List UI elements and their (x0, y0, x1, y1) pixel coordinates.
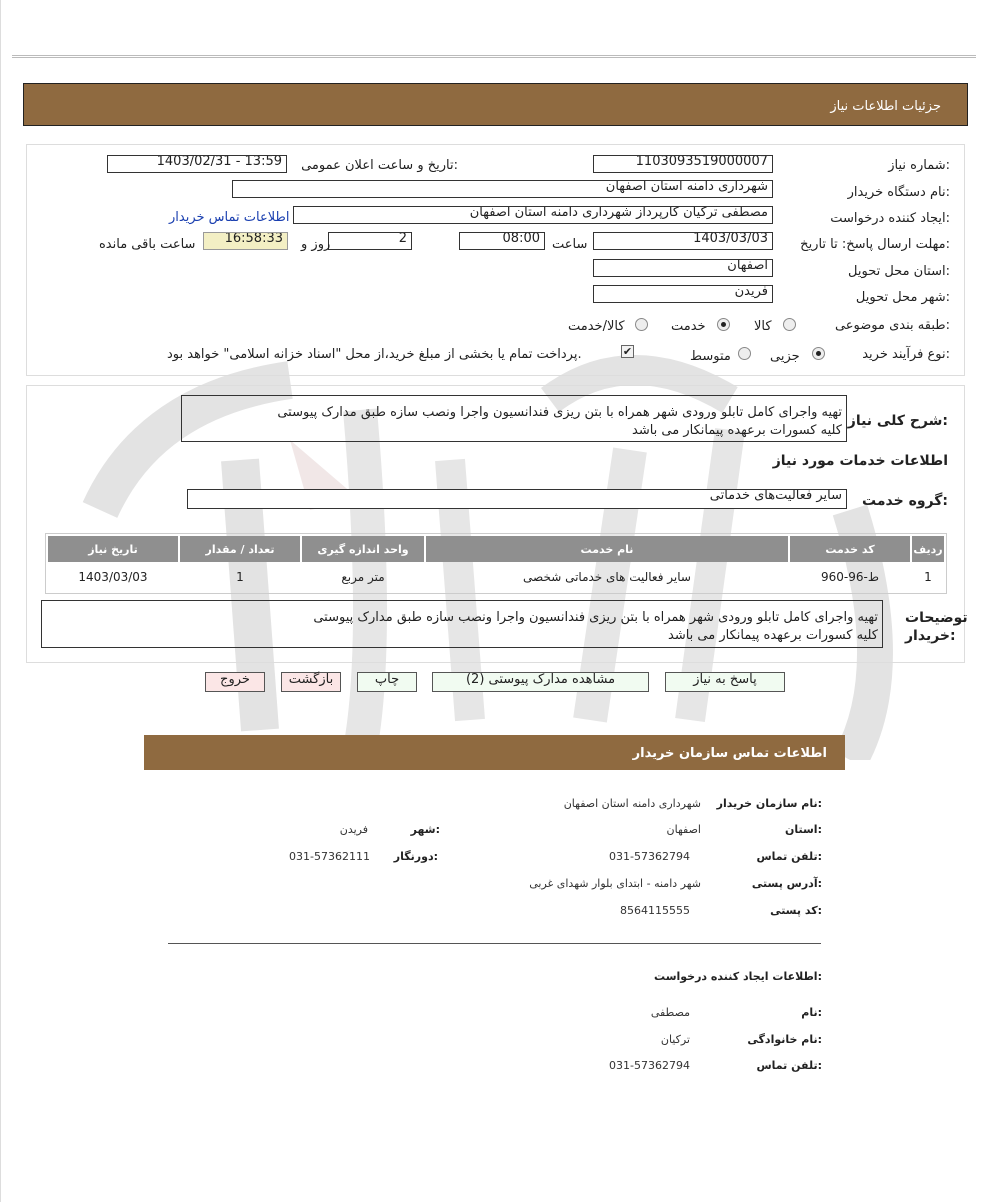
contact-title: اطلاعات تماس سازمان خریدار (632, 746, 827, 761)
page-header (23, 83, 968, 126)
remaining-time-field: 16:58:33 (203, 232, 288, 250)
treasury-checkbox[interactable]: ✔ (622, 345, 633, 358)
cell-need-date: 1403/03/03 (78, 570, 148, 584)
category-service-label: خدمت (671, 319, 706, 334)
contact-address-value: شهر دامنه - ابتدای بلوار شهدای غربی (529, 877, 701, 890)
col-unit: واحد اندازه گیری (302, 536, 424, 562)
creator-family-label: نام خانوادگی: (747, 1033, 822, 1046)
creator-phone-value: 031-57362794 (609, 1059, 690, 1072)
province-label: استان محل تحویل: (848, 264, 950, 279)
city-label: شهر محل تحویل: (855, 290, 950, 305)
category-service-radio[interactable] (717, 318, 730, 331)
contact-divider (168, 943, 821, 944)
contact-fax-label: دورنگار: (393, 850, 438, 863)
creator-label: ایجاد کننده درخواست: (830, 211, 950, 226)
description-line-1: تهیه واجرای کامل تابلو ورودی شهر همراه با بتن ریزی فندانسیون واجرا ونصب سازه طبق مدارک پیوستی (277, 405, 842, 420)
process-minor-label: جزیی (770, 349, 800, 364)
creator-name-label: نام: (801, 1006, 822, 1019)
buyer-org-label: نام دستگاه خریدار: (847, 185, 950, 200)
contact-org-label: نام سازمان خریدار: (716, 797, 822, 810)
process-label: نوع فرآیند خرید: (862, 347, 950, 362)
table-row (48, 564, 944, 590)
services-table-frame (45, 533, 947, 594)
cell-service-code: ط-96-960 (821, 570, 879, 584)
services-table (46, 534, 946, 592)
col-service-name: نام خدمت (426, 536, 788, 562)
city-field: فریدن (593, 285, 773, 303)
process-medium-label: متوسط (690, 349, 731, 364)
services-section-title: اطلاعات خدمات مورد نیاز (772, 453, 948, 469)
days-field: 2 (328, 232, 412, 250)
process-minor-radio[interactable] (812, 347, 825, 360)
page-title: جزئیات اطلاعات نیاز (830, 99, 941, 114)
province-field: اصفهان (593, 259, 773, 277)
service-group-label: گروه خدمت: (862, 493, 948, 509)
back-button[interactable]: بازگشت (281, 672, 341, 692)
deadline-date-field: 1403/03/03 (593, 232, 773, 250)
contact-province-value: اصفهان (666, 823, 701, 836)
buyer-notes-box (41, 600, 883, 648)
process-medium-radio[interactable] (738, 347, 751, 360)
description-label: شرح کلی نیاز: (847, 413, 948, 429)
print-button[interactable]: چاپ (357, 672, 417, 692)
top-divider (12, 55, 976, 58)
announce-field: 1403/02/31 - 13:59 (107, 155, 287, 173)
attachments-button[interactable]: مشاهده مدارک پیوستی (2) (432, 672, 649, 692)
need-info-panel (26, 144, 965, 376)
buyer-notes-line-2: کلیه کسورات برعهده پیمانکار می باشد (668, 628, 878, 643)
need-number-field: 1103093519000007 (593, 155, 773, 173)
contact-city-value: فریدن (339, 823, 368, 836)
col-need-date: تاریخ نیاز (48, 536, 178, 562)
contact-address-label: آدرس پستی: (751, 877, 822, 890)
need-number-label: شماره نیاز: (888, 158, 950, 173)
contact-org-value: شهرداری دامنه استان اصفهان (563, 797, 701, 810)
buyer-notes-label: توضیحات خریدار: (905, 610, 968, 644)
cell-row-number: 1 (924, 570, 932, 584)
category-both-label: کالا/خدمت (568, 319, 625, 334)
deadline-label: مهلت ارسال پاسخ: تا تاریخ: (800, 237, 950, 252)
time-label: ساعت (552, 237, 588, 252)
contact-province-label: استان: (784, 823, 822, 836)
reply-button[interactable]: پاسخ به نیاز (665, 672, 785, 692)
creator-family-value: ترکیان (660, 1033, 690, 1046)
left-border (0, 0, 1, 1202)
service-group-field: سایر فعالیت‌های خدماتی (187, 489, 847, 509)
contact-postal-value: 8564115555 (620, 904, 690, 917)
category-both-radio[interactable] (635, 318, 648, 331)
category-goods-label: کالا (754, 319, 772, 334)
category-label: طبقه بندی موضوعی: (834, 318, 950, 333)
creator-phone-label: تلفن تماس: (756, 1059, 822, 1072)
cell-service-name: سایر فعالیت های خدماتی شخصی (523, 570, 691, 584)
buyer-org-field: شهرداری دامنه استان اصفهان (232, 180, 773, 198)
buyer-contact-link[interactable]: اطلاعات تماس خریدار (169, 210, 290, 225)
col-row-number: ردیف (912, 536, 944, 562)
col-quantity: تعداد / مقدار (180, 536, 300, 562)
cell-unit: متر مربع (341, 570, 385, 584)
cell-quantity: 1 (236, 570, 244, 584)
buyer-notes-line-1: تهیه واجرای کامل تابلو ورودی شهر همراه با بتن ریزی فندانسیون واجرا ونصب سازه طبق مدارک پیوستی (313, 610, 878, 625)
contact-header (144, 735, 845, 770)
category-goods-radio[interactable] (783, 318, 796, 331)
description-line-2: کلیه کسورات برعهده پیمانکار می باشد (632, 423, 842, 438)
exit-button[interactable]: خروج (205, 672, 265, 692)
days-label: روز و (301, 237, 331, 252)
contact-postal-label: کد پستی: (770, 904, 822, 917)
services-table-header (48, 536, 944, 562)
description-box (181, 395, 847, 442)
contact-fax-value: 031-57362111 (289, 850, 370, 863)
remaining-label: ساعت باقی مانده (99, 237, 196, 252)
contact-city-label: شهر: (410, 823, 440, 836)
creator-name-value: مصطفی (650, 1006, 690, 1019)
creator-info-title: اطلاعات ایجاد کننده درخواست: (654, 970, 822, 983)
col-service-code: کد خدمت (790, 536, 910, 562)
announce-label: تاریخ و ساعت اعلان عمومی: (301, 158, 458, 173)
contact-phone-value: 031-57362794 (609, 850, 690, 863)
payment-note: پرداخت تمام یا بخشی از مبلغ خرید،از محل "اسناد خزانه اسلامی" خواهد بود. (167, 347, 582, 362)
creator-field: مصطفی ترکیان کارپرداز شهرداری دامنه استان اصفهان (293, 206, 773, 224)
deadline-time-field: 08:00 (459, 232, 545, 250)
contact-phone-label: تلفن تماس: (756, 850, 822, 863)
